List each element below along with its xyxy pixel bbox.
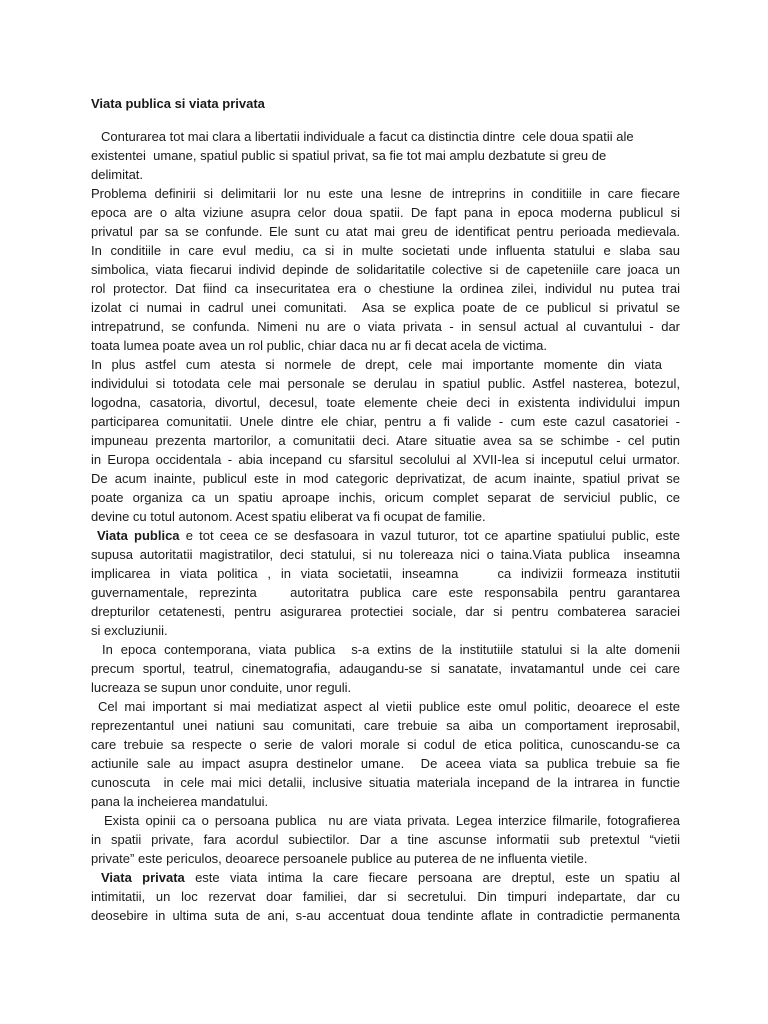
- text-line: [91, 868, 680, 887]
- text-line: privatul par sa se confunde. Ele sunt cu atat mai greu de identificat pentru perioada medievala.: [91, 224, 680, 239]
- paragraph: [91, 355, 680, 526]
- text-line: participarea comunitatii. Unele dintre ele chiar, pentru a fi valide - cum este cazul casatoriei -: [91, 414, 680, 429]
- document-body: [91, 127, 680, 925]
- text-line: Exista opinii ca o persoana publica nu are viata privata. Legea interzice filmarile, fotografierea: [104, 813, 680, 828]
- bold-term: Viata privata: [101, 870, 185, 885]
- text-line: In conditiile in care evul mediu, ca si in multe societati unde influenta statului e slaba sau: [91, 243, 680, 258]
- text-line: pana la incheierea mandatului.: [91, 794, 269, 809]
- text-line: Conturarea tot mai clara a libertatii individuale a facut ca distinctia dintre cele doua spatii ale: [101, 129, 634, 144]
- text-line: implicarea in viata politica , in viata societatii, inseamna ca indivizii formeaza institutii: [91, 566, 680, 581]
- paragraph: [91, 526, 680, 640]
- text-line: individului si totodata cele mai personale se derulau in spatiul public. Astfel nasterea, botezul,: [91, 376, 680, 391]
- text-line: actiunile sale au impact asupra destinelor umane. De aceea viata sa publica trebuie sa fie: [91, 756, 680, 771]
- text-line: poate organiza ca un spatiu aproape inchis, oricum complet separat de serviciul public, ce: [91, 490, 680, 505]
- paragraph: [91, 640, 680, 697]
- text-line: epoca are o alta viziune asupra celor doua spatii. De fapt pana in epoca moderna publicul si: [91, 205, 680, 220]
- text-line: toata lumea poate avea un rol public, chiar daca nu ar fi decat acela de victima.: [91, 338, 547, 353]
- text-line: in Europa occidentala - abia incepand cu sfarsitul secolului al XVII-lea si inceputul celui urmator.: [91, 452, 680, 467]
- text-line: delimitat.: [91, 167, 144, 182]
- text-line: logodna, casatoria, divortul, decesul, toate elemente cheie deci in existenta individului impun: [91, 395, 680, 410]
- text-line: in spatii private, fara acordul subiectilor. Dar a tine ascunse informatii sub pretextul “vietii: [91, 832, 680, 847]
- text-line: De acum inainte, publicul este in mod categoric deprivatizat, de acum inainte, spatiul privat se: [91, 471, 680, 486]
- text-line: existentei umane, spatiul public si spatiul privat, sa fie tot mai amplu dezbatute si greu de: [91, 148, 607, 163]
- bold-term: Viata publica: [97, 528, 180, 543]
- text-line: private” este periculos, deoarece persoanele publice au puterea de ne influenta vietile.: [91, 851, 588, 866]
- text-line: supusa autoritatii magistratilor, deci statului, si nu tolereaza nici o taina.Viata publica inseamna: [91, 547, 680, 562]
- text-line: rol protector. Dat fiind ca insecuritatea era o chestiune la ordinea zilei, individul nu putea trai: [91, 281, 680, 296]
- text-line: intrepatrund, se confunda. Nimeni nu are o viata privata - in sensul actual al cuvantului - dar: [91, 319, 680, 334]
- text-line: In epoca contemporana, viata publica s-a extins de la institutiile statului si la alte domenii: [102, 642, 680, 657]
- paragraph: [91, 127, 680, 184]
- text-line-rest: este viata intima la care fiecare persoana are dreptul, este un spatiu al: [195, 870, 680, 885]
- text-line: In plus astfel cum atesta si normele de drept, cele mai importante momente din viata: [91, 357, 662, 372]
- text-line-rest: e tot ceea ce se desfasoara in vazul tuturor, tot ce apartine spatiului public, este: [185, 528, 680, 543]
- document-title: Viata publica si viata privata: [91, 96, 265, 111]
- text-line: si excluziunii.: [91, 623, 168, 638]
- text-line: simbolica, viata fiecarui individ depinde de solidaritatile colective si de capeteniile care joaca un: [91, 262, 680, 277]
- text-line: [91, 526, 680, 545]
- text-line: cunoscuta in cele mai mici detalii, inclusive situatia materiala incepand de la intrarea in functie: [91, 775, 680, 790]
- paragraph: [91, 868, 680, 925]
- paragraph: [91, 184, 680, 355]
- text-line: devine cu totul autonom. Acest spatiu eliberat va fi ocupat de familie.: [91, 509, 486, 524]
- paragraph: [91, 697, 680, 811]
- text-line: Cel mai important si mai mediatizat aspect al vietii publice este omul politic, deoarece el este: [98, 699, 680, 714]
- text-line: reprezentantul unei natiuni sau comunitati, care trebuie sa aiba un comportament ireprosabil,: [91, 718, 680, 733]
- text-line: drepturilor cetatenesti, pentru asigurarea protectiei sociale, dar si pentru combaterea saraciei: [91, 604, 680, 619]
- text-line: deosebire in ultima suta de ani, s-au accentuat doua tendinte aflate in contradictie permanenta: [91, 908, 680, 923]
- text-line: intimitatii, un loc rezervat doar familiei, dar si secretului. Din timpuri indepartate, dar cu: [91, 889, 680, 904]
- paragraph: [91, 811, 680, 868]
- text-line: precum sportul, teatrul, cinematografia, adaugandu-se si sanatate, invatamantul unde cei care: [91, 661, 680, 676]
- text-line: care trebuie sa respecte o serie de valori morale si codul de etica politica, cunoscandu-se ca: [91, 737, 680, 752]
- text-line: guvernamentale, reprezinta autoritatra publica care este responsabila pentru garantarea: [91, 585, 680, 600]
- text-line: lucreaza se supun unor conduite, unor reguli.: [91, 680, 352, 695]
- text-line: izolat ci numai in cadrul unei comunitati. Asa se explica poate de ce publicul si privatul se: [91, 300, 680, 315]
- text-line: impuneau prezenta martorilor, a comunitatii deci. Atare situatie avea sa se schimbe - cel putin: [91, 433, 680, 448]
- text-line: Problema definirii si delimitarii lor nu este una lesne de intreprins in conditiile in care fiecare: [91, 186, 680, 201]
